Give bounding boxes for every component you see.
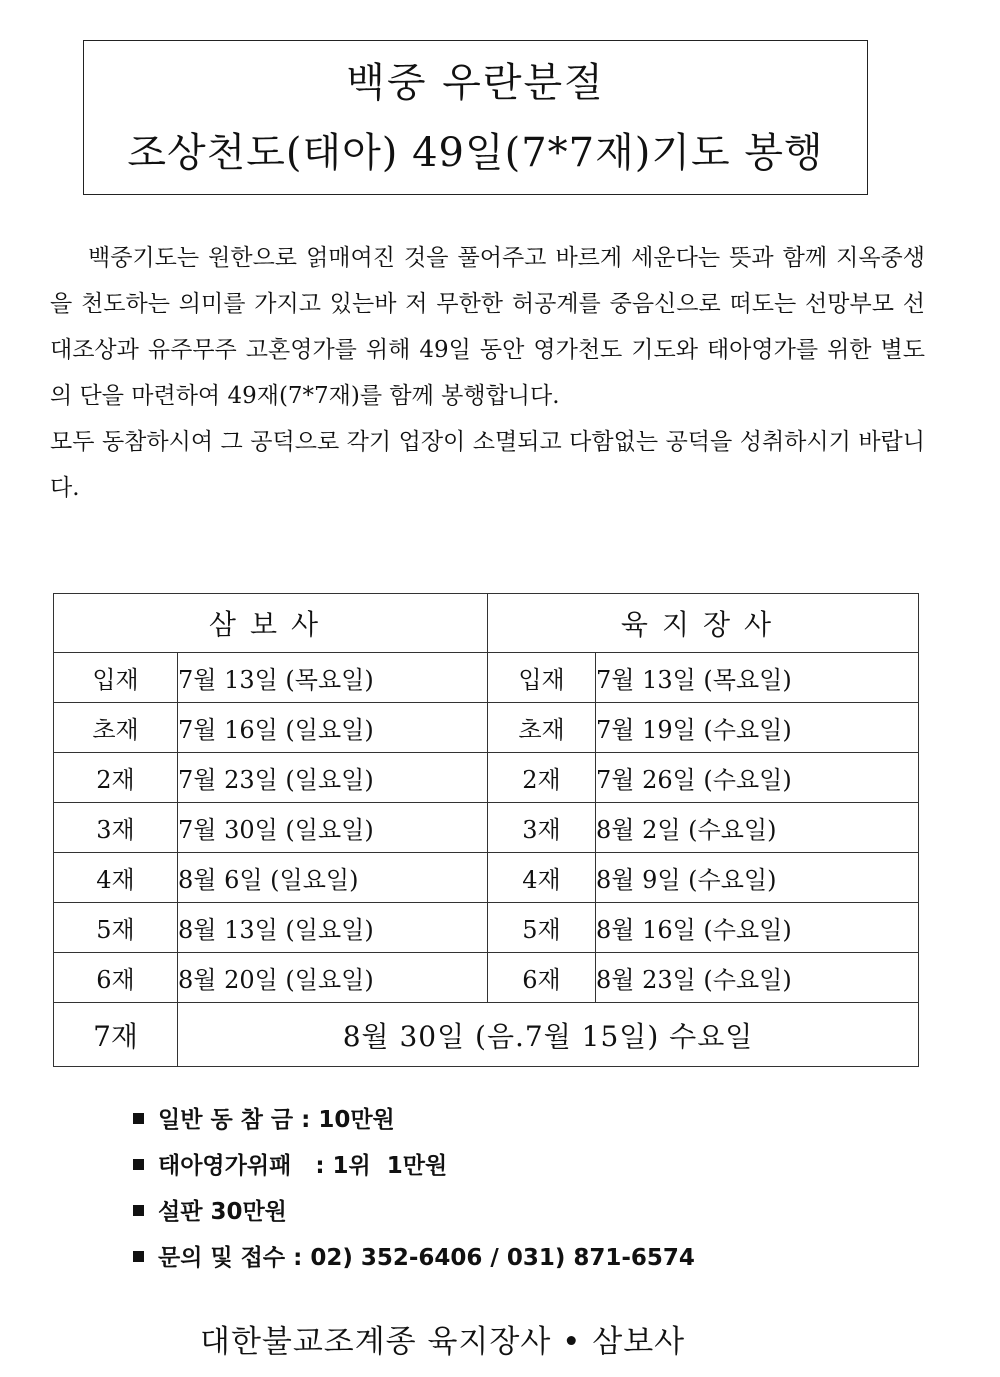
ceremony-date: 7월 19일 (수요일) [596, 703, 919, 753]
ceremony-date: 7월 26일 (수요일) [596, 753, 919, 803]
title-box [83, 40, 868, 195]
ceremony-date: 8월 23일 (수요일) [596, 953, 919, 1003]
ceremony-date: 8월 16일 (수요일) [596, 903, 919, 953]
intro-text [50, 235, 925, 511]
table-row [54, 853, 919, 903]
temple-header-sambosa: 삼보사 [54, 594, 488, 653]
ceremony-label: 5재 [488, 903, 596, 953]
ceremony-label: 4재 [488, 853, 596, 903]
table-row [54, 703, 919, 753]
ceremony-label: 2재 [54, 753, 178, 803]
footer-organization: 대한불교조계종 육지장사 • 삼보사 [200, 1324, 686, 1360]
ceremony-date: 8월 20일 (일요일) [178, 953, 488, 1003]
ceremony-label: 초재 [54, 703, 178, 753]
final-ceremony-date: 8월 30일 (음.7월 15일) 수요일 [178, 1003, 919, 1067]
square-bullet-icon [133, 1159, 144, 1170]
intro-paragraph-2: 모두 동참하시여 그 공덕으로 각기 업장이 소멸되고 다함없는 공덕을 성취하시기 바랍니다. [50, 429, 925, 501]
ceremony-date: 7월 16일 (일요일) [178, 703, 488, 753]
final-ceremony-row [54, 1003, 919, 1067]
ceremony-date: 8월 6일 (일요일) [178, 853, 488, 903]
intro-paragraph-1: 백중기도는 원한으로 얽매여진 것을 풀어주고 바르게 세운다는 뜻과 함께 지옥중생을 천도하는 의미를 가지고 있는바 저 무한한 허공계를 중음신으로 떠도는 선망부모 선대조상과 유주무주 고혼영가를 위해 49일 동안 영가천도 기도와 태아영가를 위한 별도의 단을 마련하여 49재(7*7재)를 함께 봉행합니다. [50, 245, 925, 409]
ceremony-label: 입재 [488, 653, 596, 703]
schedule-header-row [54, 594, 919, 653]
table-row [54, 903, 919, 953]
info-item-sponsor [133, 1189, 695, 1235]
ceremony-label: 5재 [54, 903, 178, 953]
info-item-text: 태아영가위패 : 1위 1만원 [158, 1153, 448, 1179]
ceremony-date: 8월 13일 (일요일) [178, 903, 488, 953]
info-item-text: 문의 및 접수 : 02) 352-6406 / 031) 871-6574 [158, 1245, 695, 1271]
ceremony-label: 2재 [488, 753, 596, 803]
square-bullet-icon [133, 1251, 144, 1262]
square-bullet-icon [133, 1205, 144, 1216]
table-row [54, 803, 919, 853]
info-item-text: 설판 30만원 [158, 1199, 287, 1225]
info-item-tablet [133, 1143, 695, 1189]
ceremony-date: 8월 2일 (수요일) [596, 803, 919, 853]
title-line-1: 백중 우란분절 [346, 60, 605, 106]
schedule-table [53, 593, 919, 1067]
title-line-2: 조상천도(태아) 49일(7*7재)기도 봉행 [127, 130, 824, 176]
temple-header-yukjijangsa: 육지장사 [488, 594, 919, 653]
ceremony-date: 7월 13일 (목요일) [178, 653, 488, 703]
ceremony-label: 6재 [54, 953, 178, 1003]
info-list [133, 1097, 695, 1281]
info-item-text: 일반 동 참 금 : 10만원 [158, 1107, 395, 1133]
ceremony-label: 6재 [488, 953, 596, 1003]
table-row [54, 953, 919, 1003]
ceremony-label: 3재 [488, 803, 596, 853]
ceremony-date: 8월 9일 (수요일) [596, 853, 919, 903]
ceremony-label: 입재 [54, 653, 178, 703]
ceremony-label: 4재 [54, 853, 178, 903]
final-ceremony-label: 7재 [54, 1003, 178, 1067]
table-row [54, 653, 919, 703]
table-row [54, 753, 919, 803]
ceremony-date: 7월 13일 (목요일) [596, 653, 919, 703]
info-item-contact [133, 1235, 695, 1281]
ceremony-date: 7월 30일 (일요일) [178, 803, 488, 853]
ceremony-label: 3재 [54, 803, 178, 853]
square-bullet-icon [133, 1113, 144, 1124]
info-item-fee [133, 1097, 695, 1143]
ceremony-label: 초재 [488, 703, 596, 753]
ceremony-date: 7월 23일 (일요일) [178, 753, 488, 803]
